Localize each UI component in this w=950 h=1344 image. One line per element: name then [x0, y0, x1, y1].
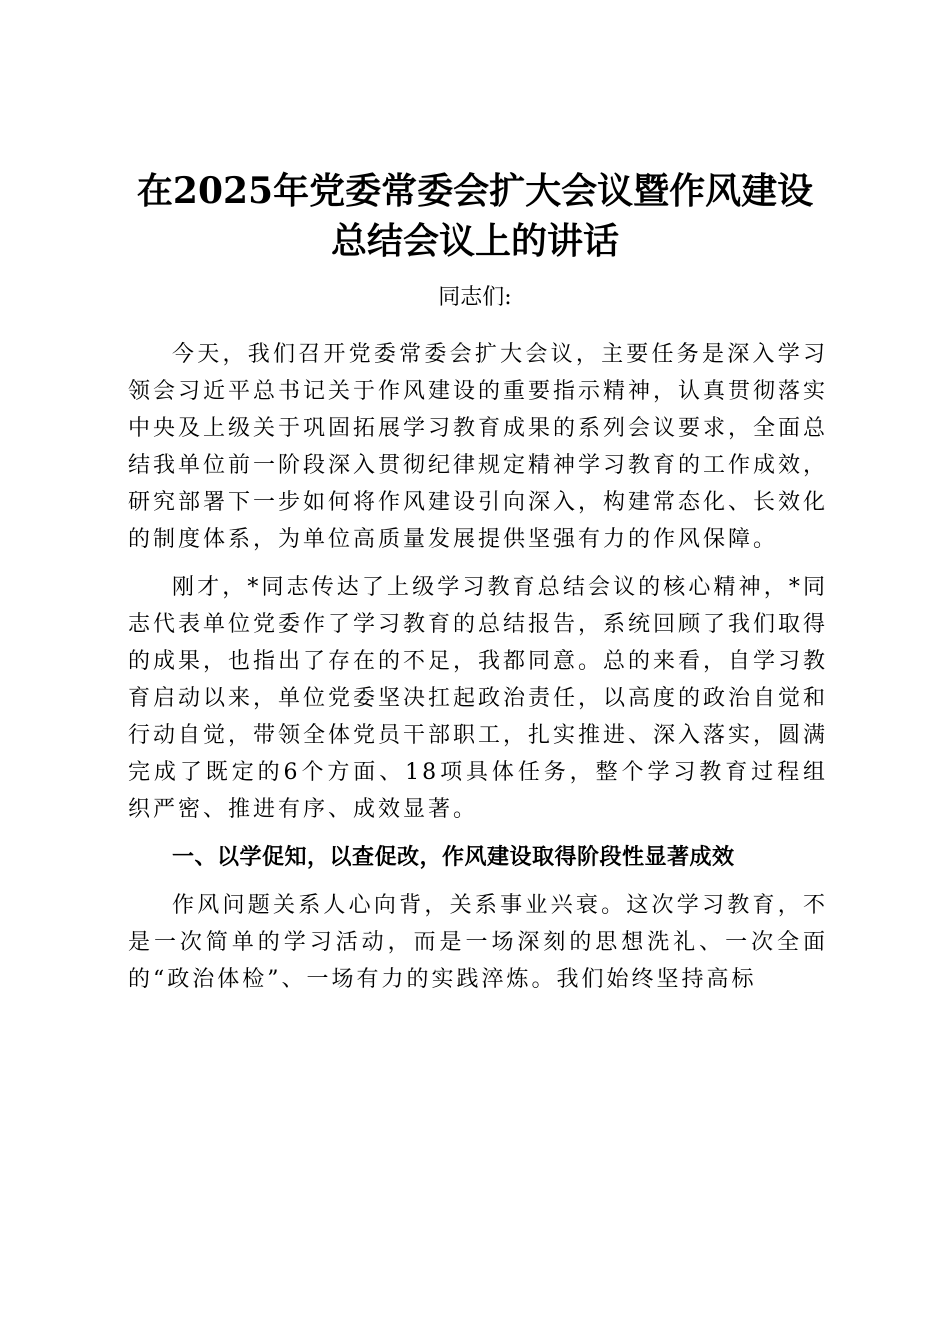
document-body	[128, 336, 828, 1009]
paragraph-summary: 刚才，*同志传达了上级学习教育总结会议的核心精神，*同志代表单位党委作了学习教育的总结报告，系统回顾了我们取得的成果，也指出了存在的不足，我都同意。总的来看，自学习教育启动以来，单位党委坚决扛起政治责任，以高度的政治自觉和行动自觉，带领全体党员干部职工，扎实推进、深入落实，圆满完成了既定的6个方面、18项具体任务，整个学习教育过程组织严密、推进有序、成效显著。	[128, 575, 829, 822]
paragraph-opening: 今天，我们召开党委常委会扩大会议，主要任务是深入学习领会习近平总书记关于作风建设的重要指示精神，认真贯彻落实中央及上级关于巩固拓展学习教育成果的系列会议要求，全面总结我单位前一阶段深入贯彻纪律规定精神学习教育的工作成效，研究部署下一步如何将作风建设引向深入，构建常态化、长效化的制度体系，为单位高质量发展提供坚强有力的作风保障。	[128, 342, 829, 552]
paragraph-section-one: 作风问题关系人心向背，关系事业兴衰。这次学习教育，不是一次简单的学习活动，而是一场深刻的思想洗礼、一次全面的“政治体检”、一场有力的实践淬炼。我们始终坚持高标	[128, 893, 828, 992]
document-title: 在2025年党委常委会扩大会议暨作风建设总结会议上的讲话	[136, 170, 814, 262]
section-heading: 一、以学促知，以查促改，作风建设取得阶段性显著成效	[172, 845, 735, 870]
salutation: 同志们:	[438, 285, 512, 310]
